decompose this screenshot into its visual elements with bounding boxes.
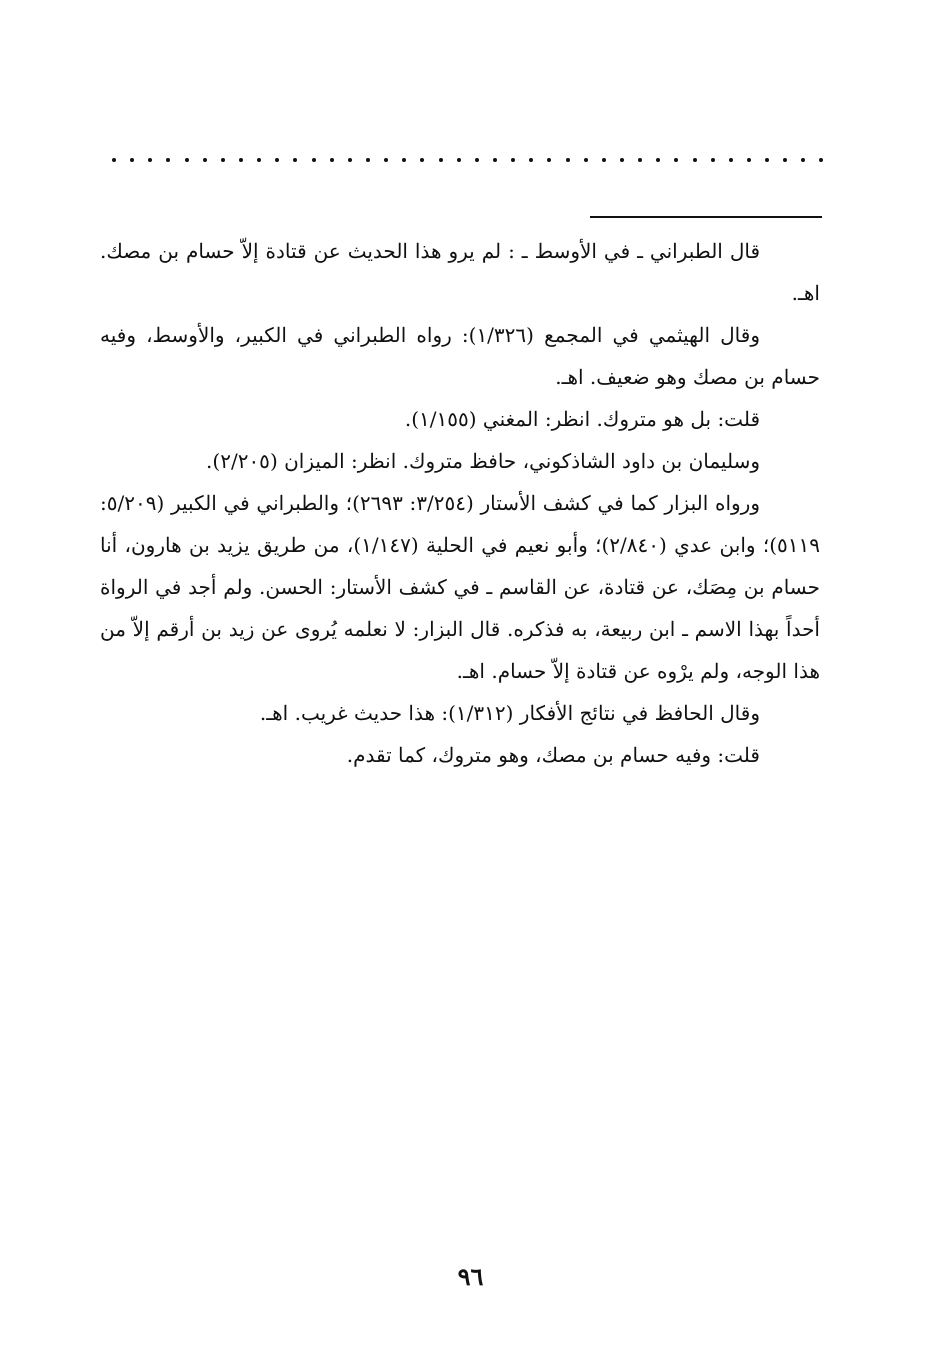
separator-dot [602,158,606,162]
separator-dot [293,158,297,162]
footnote-paragraph: قال الطبراني ـ في الأوسط ـ : لم يرو هذا الحديث عن قتادة إلاّ حسام بن مصك. اهـ. [100,239,820,305]
separator-dot [166,158,170,162]
footnote-rule [590,216,822,218]
separator-dot [747,158,751,162]
separator-dot [384,158,388,162]
separator-dot [475,158,479,162]
separator-dot [801,158,805,162]
separator-dot [620,158,624,162]
footnote-paragraph: قلت: بل هو متروك. انظر: المغني (١/١٥٥). [404,407,760,431]
footnotes-block [100,230,820,776]
separator-dot [239,158,243,162]
separator-dot [729,158,733,162]
footnote-paragraph: وسليمان بن داود الشاذكوني، حافظ متروك. انظر: الميزان (٢/٢٠٥). [206,449,760,473]
separator-dot [348,158,352,162]
page-number: ٩٦ [457,1262,484,1291]
separator-dot [493,158,497,162]
separator-dot [638,158,642,162]
separator-dot [185,158,189,162]
dotted-separator [112,150,824,170]
separator-dot [529,158,533,162]
separator-dot [656,158,660,162]
footnote-paragraph: قلت: وفيه حسام بن مصك، وهو متروك، كما تقدم. [346,743,760,767]
separator-dot [674,158,678,162]
separator-dot [765,158,769,162]
footnote-paragraph: وقال الهيثمي في المجمع (١/٣٢٦): رواه الطبراني في الكبير، والأوسط، وفيه حسام بن مصك وهو ضعيف. اهـ. [100,323,820,389]
separator-dot [819,158,823,162]
separator-dot [366,158,370,162]
separator-dot [711,158,715,162]
separator-dot [130,158,134,162]
separator-dot [566,158,570,162]
separator-dot [148,158,152,162]
footnote-paragraph: وقال الحافظ في نتائج الأفكار (١/٣١٢): هذا حديث غريب. اهـ. [259,701,760,725]
footnote-paragraph: ورواه البزار كما في كشف الأستار (٣/٢٥٤: ٢٦٩٣)؛ والطبراني في الكبير (٥/٢٠٩: ٥١١٩)؛ وابن عدي (٢/٨٤٠)؛ وأبو نعيم في الحلية (١/١٤٧)، من طريق يزيد بن هارون، أنا حسام بن مِصَك، عن قتادة، عن القاسم ـ في كشف الأستار: الحسن. ولم أجد في الرواة أحداً بهذا الاسم ـ ابن ربيعة، به فذكره. قال البزار: لا نعلمه يُروى عن زيد بن أرقم إلاّ من هذا الوجه، ولم يرْوه عن قتادة إلاّ حسام. اهـ. [100,491,820,683]
separator-dot [511,158,515,162]
separator-dot [312,158,316,162]
separator-dot [457,158,461,162]
separator-dot [420,158,424,162]
separator-dot [275,158,279,162]
separator-dot [439,158,443,162]
separator-dot [783,158,787,162]
separator-dot [402,158,406,162]
separator-dot [693,158,697,162]
separator-dot [221,158,225,162]
separator-dot [330,158,334,162]
separator-dot [112,158,116,162]
separator-dot [584,158,588,162]
separator-dot [257,158,261,162]
separator-dot [203,158,207,162]
separator-dot [547,158,551,162]
